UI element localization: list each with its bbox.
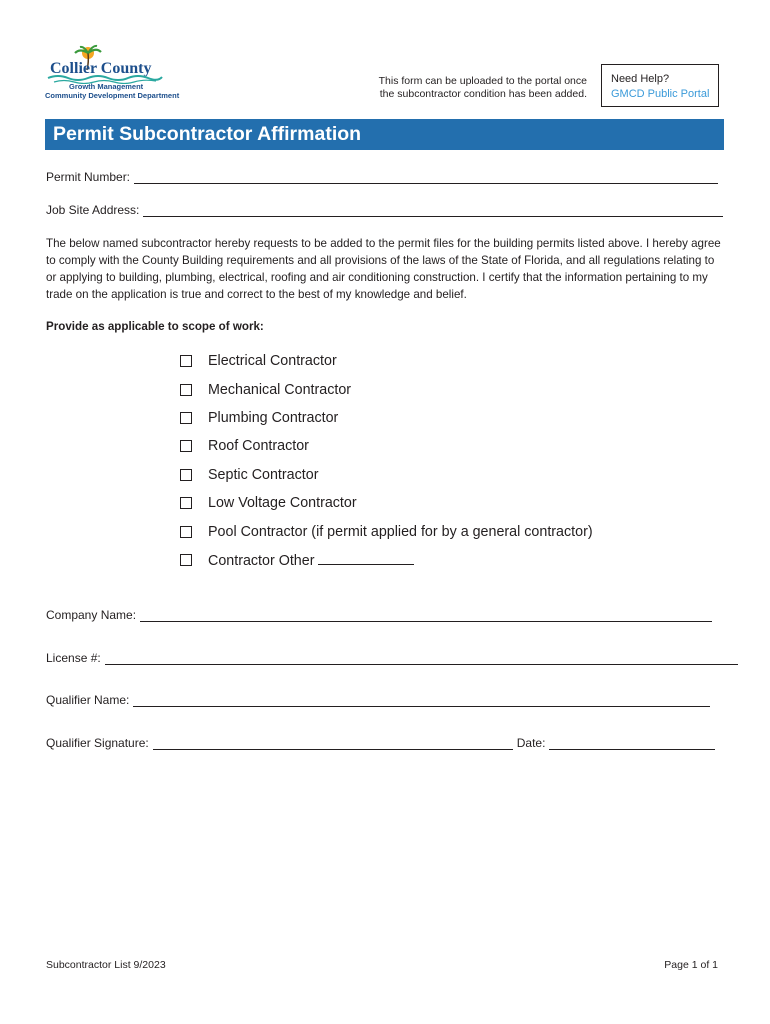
company-name-row bbox=[46, 608, 712, 622]
job-site-address-label: Job Site Address: bbox=[46, 203, 140, 217]
collier-county-logo bbox=[44, 44, 180, 100]
company-name-label: Company Name: bbox=[46, 608, 137, 622]
check-item-other bbox=[180, 546, 593, 574]
check-item-plumbing bbox=[180, 404, 593, 432]
need-help-box bbox=[601, 64, 719, 107]
qualifier-name-row bbox=[46, 693, 710, 707]
qualifier-signature-label: Qualifier Signature: bbox=[46, 736, 149, 750]
upload-note-line2: the subcontractor condition has been added. bbox=[379, 88, 587, 100]
collier-county-logo-graphic bbox=[44, 44, 168, 84]
septic-checkbox[interactable] bbox=[180, 469, 192, 481]
other-label-text: Contractor Other bbox=[208, 553, 315, 570]
check-item-septic bbox=[180, 461, 593, 489]
qualifier-signature-field[interactable] bbox=[153, 738, 513, 750]
license-label: License #: bbox=[46, 651, 101, 665]
pool-checkbox[interactable] bbox=[180, 526, 192, 538]
check-item-electrical bbox=[180, 347, 593, 375]
low-voltage-label: Low Voltage Contractor bbox=[208, 495, 357, 512]
page-title: Permit Subcontractor Affirmation bbox=[53, 123, 362, 145]
logo-brand-text: Collier County bbox=[50, 60, 152, 77]
need-help-title: Need Help? bbox=[611, 73, 670, 85]
gmcd-public-portal-link[interactable]: GMCD Public Portal bbox=[611, 88, 710, 100]
check-item-mechanical bbox=[180, 375, 593, 403]
low-voltage-checkbox[interactable] bbox=[180, 497, 192, 509]
title-bar bbox=[45, 119, 724, 150]
job-site-address-field[interactable] bbox=[143, 205, 723, 217]
plumbing-label: Plumbing Contractor bbox=[208, 409, 339, 426]
other-specify-field[interactable] bbox=[318, 550, 414, 565]
roof-checkbox[interactable] bbox=[180, 440, 192, 452]
check-item-pool bbox=[180, 517, 593, 545]
other-checkbox[interactable] bbox=[180, 554, 192, 566]
septic-label: Septic Contractor bbox=[208, 466, 319, 483]
electrical-checkbox[interactable] bbox=[180, 355, 192, 367]
permit-number-row bbox=[46, 170, 718, 184]
job-site-address-row bbox=[46, 203, 723, 217]
qualifier-signature-row bbox=[46, 736, 715, 750]
footer-page-number: Page 1 of 1 bbox=[664, 959, 718, 971]
mechanical-label: Mechanical Contractor bbox=[208, 381, 352, 398]
permit-number-label: Permit Number: bbox=[46, 170, 131, 184]
date-label: Date: bbox=[516, 736, 546, 750]
logo-line-growth-management: Growth Management bbox=[69, 82, 144, 91]
license-row bbox=[46, 651, 738, 665]
roof-label: Roof Contractor bbox=[208, 438, 309, 455]
scope-checklist bbox=[180, 347, 593, 574]
license-field[interactable] bbox=[105, 653, 738, 665]
date-field[interactable] bbox=[549, 738, 715, 750]
other-label bbox=[208, 550, 414, 569]
check-item-low-voltage bbox=[180, 489, 593, 517]
qualifier-name-label: Qualifier Name: bbox=[46, 693, 130, 707]
pool-label: Pool Contractor (if permit applied for by a general contractor) bbox=[208, 523, 593, 540]
permit-number-field[interactable] bbox=[134, 172, 718, 184]
company-name-field[interactable] bbox=[140, 610, 712, 622]
affirmation-paragraph: The below named subcontractor hereby requests to be added to the permit files for the building permits listed above. I hereby agree to comply with the County Building requirements and all provisions of the laws of the State of Florida, and all regulations relating to or applying to building, plumbing, electrical, roofing and air conditioning construction. I certify that the information pertaining to my trade on the application is true and correct to the best of my knowledge and belief. bbox=[46, 237, 721, 301]
plumbing-checkbox[interactable] bbox=[180, 412, 192, 424]
electrical-label: Electrical Contractor bbox=[208, 353, 337, 370]
logo-line-department: Community Development Department bbox=[45, 91, 180, 100]
check-item-roof bbox=[180, 432, 593, 460]
upload-note bbox=[348, 75, 587, 101]
qualifier-name-field[interactable] bbox=[133, 695, 710, 707]
upload-note-line1: This form can be uploaded to the portal once bbox=[378, 75, 587, 87]
scope-heading: Provide as applicable to scope of work: bbox=[46, 320, 264, 333]
mechanical-checkbox[interactable] bbox=[180, 384, 192, 396]
footer-form-id: Subcontractor List 9/2023 bbox=[46, 959, 166, 971]
